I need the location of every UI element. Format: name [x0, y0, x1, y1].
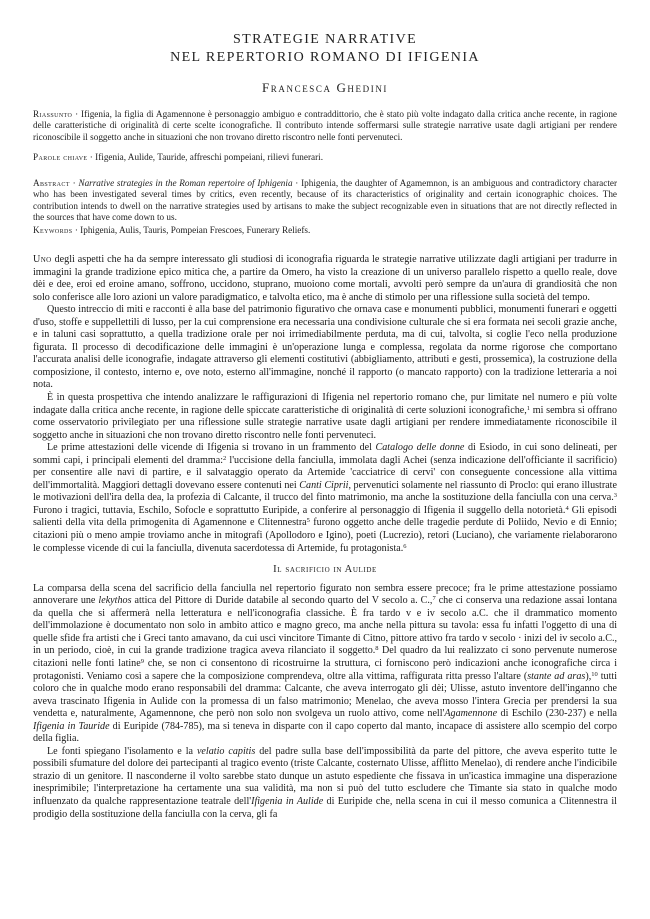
footnote-ref-8[interactable]: 8 [375, 645, 379, 653]
work-title-ifigenia-aulide: Ifigenia in Aulide [251, 795, 324, 807]
riassunto-text: · Ifigenia, la figlia di Agamennone è personaggio ambiguo e contraddittorio, che è stato più volte indagato dalla critica anche recente, in ragione delle caratteristiche di originalità di certe scelte iconografiche. Il contributo intende soffermarsi sulle strategie narrative usate dagli artigiani per rendere riconoscibile il soggetto anche in situazioni che non trovano diretto riscontro nelle fonti pervenuteci. [33, 109, 617, 142]
p5-b: attica del Pittore di Duride databile al secondo quarto del V secolo a. C., [131, 595, 433, 607]
abstract-title: Narrative strategies in the Roman repertoire of Iphigenia [78, 178, 293, 188]
footnote-ref-2[interactable]: 2 [223, 454, 227, 462]
footnote-ref-6[interactable]: 6 [403, 542, 407, 550]
drop-lead: Uno [33, 254, 52, 265]
parole-chiave-text: · Ifigenia, Aulide, Tauride, affreschi pompeiani, rilievi funerari. [87, 152, 324, 162]
p4-d: , pervenutici solamente nel riassunto di Proclo: qui erano illustrate le motivazioni dell'ira della dea, la profezia di Calcante, il trucco del finto matrimonio, ma anche la sostituzione della fanciulla con una cerva. [33, 479, 617, 504]
parole-chiave [33, 152, 617, 163]
paragraph-5 [33, 583, 617, 746]
riassunto-label: Riassunto [33, 109, 73, 119]
p5-a: La comparsa della scena del sacrificio della fanciulla nel repertorio figurato non sembra essere precoce; fra le prime attestazione possiamo annoverare une [33, 582, 617, 607]
p4-g: furono oggetto anche delle tragedie perdute di Poliido, Nevio e di Ennio; citazioni più o meno ampie troviamo anche in mitografi (Apollodoro e Igino), poeti (Lucrezio), retori (Luciano), che variamente rielaborarono le complesse vicende di cui la fanciulla, divenuta sacerdotessa di Artemide, fu protagonista. [33, 517, 617, 554]
article-title-line-2: NEL REPERTORIO ROMANO DI IFIGENIA [170, 50, 480, 65]
paragraph-3 [33, 392, 617, 442]
abstract-text: · Iphigenia, the daughter of Agamemnon, is an ambiguous and contradictory character who has been investigated several times by critics, even recently, because of its characteristics of originality and certain iconographic choices. The contribution intends to dwell on the narrative strategies used by artisans to make the subject recognizable even in situations that are not directly reflected in the sources that have come down to us. [33, 178, 618, 222]
term-stante-ad-aras: stante ad aras [527, 670, 586, 682]
keywords [33, 225, 617, 236]
term-lekythos: lekythos [98, 595, 132, 607]
paragraph-2: Questo intreccio di miti e racconti è alla base del patrimonio figurativo che ornava case e monumenti pubblici, monumenti funerari e oggetti d'uso, stoffe e suppellettili di lusso, per la cui comprensione era necessaria una condivisione culturale che si era formata nei secoli grazie anche, e in taluni casi soprattutto, a quella tradizione orale per noi irrimediabilmente perduta, ma di cui, talvolta, si coglie l'eco nella produzione figurata. Il processo di decodificazione delle immagini è un'operazione lunga e complessa, regolata da norme rigorose che comportano l'accurata analisi delle iconografie, indagate attraverso gli elementi costitutivi (abbigliamento, attributi e gesti, prossemica), la costruzione della composizione, il contesto, interno e, ove noto, esterno all'immagine, nonché il rapporto (o mancato rapporto) con la tradizione letteraria a noi nota. [33, 304, 617, 391]
p5-e: che, se non ci consentono di ricostruirne la struttura, ci forniscono però indicazioni anche iconografiche circa i protagonisti. Veniamo così a sapere che la composizione comprendeva, oltre alla vittima, raffigurata ritta presso l'altare ( [33, 657, 617, 682]
article-body [33, 254, 617, 821]
p4-b: di Esiodo, in cui sono delineati, per sommi capi, i principali elementi del dramma: [33, 442, 617, 466]
p4-e: Furono i tragici, tuttavia, Eschilo, Sofocle e soprattutto Euripide, a conferire al personaggio di Ifigenia il suggello della notorietà. [33, 504, 566, 516]
work-title-agamennone: Agamennone [444, 708, 498, 720]
p6-c: di Euripide che, nella scena in cui il messo comunica a Clitennestra il prodigio della sostituzione della fanciulla con la cerva, gli fa [33, 795, 617, 820]
p4-f: Gli episodi salienti della vita della primogenita di Agamennone e Clitennestra [33, 504, 617, 529]
paragraph-3-text-b: mi sembra si offrano come osservatorio privilegiato per una riflessione sulle strategie narrative usate dagli artigiani per rendere immediatamente riconoscibile il soggetto anche in situazioni che non trovano diretto riscontro nelle fonti pervenuteci. [33, 404, 617, 441]
footnote-ref-1[interactable]: 1 [526, 404, 531, 412]
p5-c: che ci conserva una redazione assai lontana da quella che si affermerà nella letteratura e nell'iconografia classiche. È fra tardo v e iv secolo a.C. che il drammatico momento dell'immolazione è documentato non solo in ambito attico e magno greco, ma anche nella pittura su tavola: essa fu infatti l'oggetto di una di quelle sfide fra artisti che i Greci tanto amavano, da cui uscì vincitore Timante di Citno, pittore attivo fra tardo v secolo · inizi del iv secolo a.C., in un periodo, cioè, in cui la grande tradizione tragica aveva rilanciato il soggetto. [33, 595, 617, 657]
footnote-ref-4[interactable]: 4 [565, 504, 569, 512]
p4-c: l'uccisione della fanciulla, immolata dagli Achei (senza indicazione dell'officiante il sacrificio) per consentire alle navi di partire, e il salvataggio operato da Artemide 'cacciatrice di cervi' con conseguente concessione alla vittima dell'immortalità. Maggiori dettagli dovevano essere contenuti nei [33, 454, 617, 491]
work-title-ifigenia-tauride: Ifigenia in Tauride [33, 720, 110, 732]
keywords-text: · Iphigenia, Aulis, Tauris, Pompeian Frescoes, Funerary Reliefs. [72, 225, 311, 235]
paragraph-6 [33, 746, 617, 821]
paragraph-3-text-a: È in questa prospettiva che intendo analizzare le raffigurazioni di Ifigenia nel repertorio romano che, pur limitate nel numero e più volte indagate dalla critica anche recente, in ragione delle spiccate caratteristiche di originalità di certe soluzioni iconografiche, [33, 392, 617, 416]
paragraph-4 [33, 442, 617, 555]
keywords-label: Keywords [33, 225, 73, 235]
p6-b: del padre sulla base dell'impossibilità da parte del pittore, che aveva esperito tutte le possibili sfumature del dolore dei partecipanti al tragico evento (triste Calcante, costernato Ulisse, afflitto Menelao), di rendere anche l'indicibile strazio di un genitore. Il nasconderne il volto sarebbe stato dunque un astuto espediente che fissava in un'icastica immagine una disperazione inesprimibile; l'interpretazione ha certamente una sua validità, ma non si può del tutto escludere che Timante sia stato in qualche modo influenzato da qualche rappresentazione teatrale dell' [33, 745, 617, 807]
abstract [33, 178, 617, 223]
footnote-ref-3[interactable]: 3 [613, 492, 617, 500]
footnote-ref-5[interactable]: 5 [306, 517, 310, 525]
riassunto [33, 109, 617, 143]
abstract-separator: · [69, 178, 79, 188]
work-title-canti-ciprii: Canti Ciprii [299, 479, 349, 491]
footnote-ref-9[interactable]: 9 [140, 657, 144, 665]
p6-a: Le fonti spiegano l'isolamento e la [47, 745, 197, 757]
work-title-catalogo: Catalogo delle donne [375, 442, 465, 454]
p4-a: Le prime attestazioni delle vicende di Ifigenia si trovano in un frammento del [47, 442, 376, 454]
article-title-line-1: STRATEGIE NARRATIVE [232, 32, 418, 47]
author-name: Francesca Ghedini [261, 80, 389, 95]
term-velatio-capitis: velatio capitis [196, 745, 256, 757]
p5-h: di Eschilo (230-237) e nella [497, 708, 617, 720]
p5-i: di Euripide (784-785), ma si teneva in disparte con il capo coperto dal manto, incapace di assistere allo scempio del corpo della figlia. [33, 720, 617, 745]
parole-chiave-label: Parole chiave [33, 152, 88, 162]
p5-d: Del quadro da lui realizzato ci sono pervenute numerose citazioni nelle fonti latine [33, 645, 617, 669]
section-heading: Il sacrificio in Aulide [273, 564, 377, 576]
p5-g: tutti coloro che in qualche modo erano responsabili del dramma: Calcante, che aveva interrogato gli dèi; Ulisse, astuto inventore dell'inganno che aveva trascinato Ifigenia in Aulide con la promessa di un falso matrimonio; Menelao, che aveva mosso l'intera Grecia per prendersi la sua vendetta e, naturalmente, Agamennone, che però non solo non svolgeva un ruolo attivo, come nell' [33, 670, 617, 720]
p5-f: ), [585, 670, 592, 682]
paragraph-1 [33, 254, 617, 304]
footnote-ref-7[interactable]: 7 [432, 595, 436, 603]
paragraph-1-text: degli aspetti che ha da sempre interessato gli studiosi di iconografia riguarda le strategie narrative utilizzate dagli artigiani per tradurre in immagini la grande tradizione epico mitica che, a partire da Omero, ha visto la creazione di un universo parallelo rispetto a quello reale, dove dèi e dee, eroi ed eroine amano, soffrono, uccidono, stuprano, muoiono come mortali, avvolti però sempre da un'aura di grandiosità che non solo conferisce alle loro azioni un valore paradigmatico, e talvolta etico, ma è anche di stimolo per una riflessione sulla società del tempo. [33, 254, 617, 303]
footnote-ref-10[interactable]: 10 [591, 670, 598, 678]
abstract-label: Abstract [33, 178, 70, 188]
